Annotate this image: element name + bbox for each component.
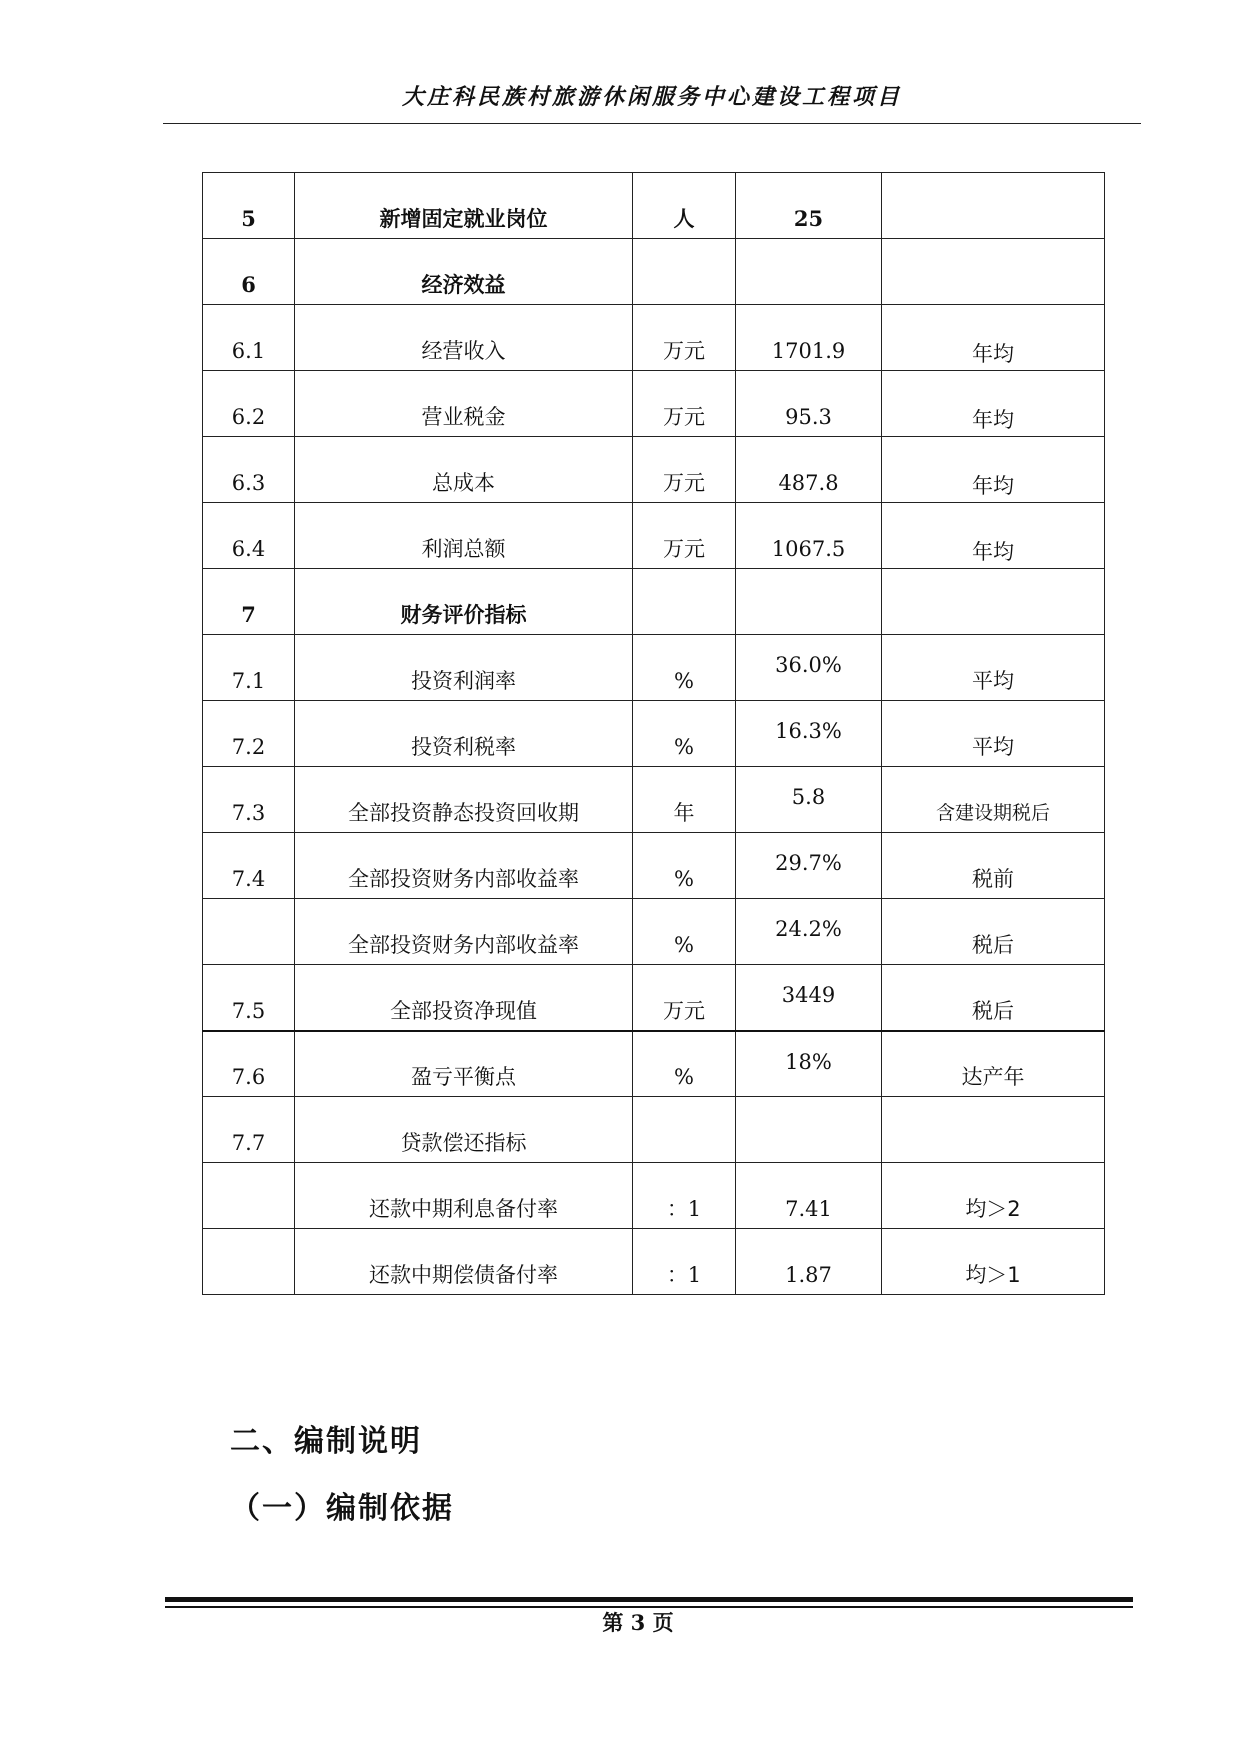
table-row — [203, 767, 1105, 833]
table-row — [203, 701, 1105, 767]
value: 16.3% — [736, 701, 882, 767]
value: 1.87 — [736, 1229, 882, 1295]
table-row — [203, 1229, 1105, 1295]
unit: 人 — [633, 173, 736, 239]
indicator-name: 全部投资财务内部收益率 — [295, 833, 633, 899]
indicator-table — [202, 172, 1105, 1295]
row-number: 7.7 — [203, 1097, 295, 1163]
table-row — [203, 437, 1105, 503]
row-number — [203, 1163, 295, 1229]
row-number: 7.3 — [203, 767, 295, 833]
row-number — [203, 1229, 295, 1295]
unit: % — [633, 899, 736, 965]
unit: 万元 — [633, 437, 736, 503]
row-number — [203, 899, 295, 965]
indicator-name: 还款中期偿债备付率 — [295, 1229, 633, 1295]
indicator-name: 总成本 — [295, 437, 633, 503]
remark: 平均 — [882, 635, 1105, 701]
value — [736, 239, 882, 305]
value: 1701.9 — [736, 305, 882, 371]
remark: 税后 — [882, 899, 1105, 965]
row-number: 7 — [203, 569, 295, 635]
unit: 万元 — [633, 305, 736, 371]
remark — [882, 239, 1105, 305]
table-row — [203, 503, 1105, 569]
value: 25 — [736, 173, 882, 239]
unit: ：1 — [633, 1163, 736, 1229]
remark: 年均 — [882, 503, 1105, 569]
row-number: 6.3 — [203, 437, 295, 503]
indicator-name: 营业税金 — [295, 371, 633, 437]
unit: % — [633, 1031, 736, 1097]
value: 487.8 — [736, 437, 882, 503]
value — [736, 1097, 882, 1163]
row-number: 6.1 — [203, 305, 295, 371]
indicator-table-body — [203, 173, 1105, 1295]
indicator-name: 还款中期利息备付率 — [295, 1163, 633, 1229]
remark: 税前 — [882, 833, 1105, 899]
value: 24.2% — [736, 899, 882, 965]
indicator-name: 经营收入 — [295, 305, 633, 371]
table-row — [203, 305, 1105, 371]
indicator-name: 新增固定就业岗位 — [295, 173, 633, 239]
indicator-name: 财务评价指标 — [295, 569, 633, 635]
unit: % — [633, 833, 736, 899]
unit: 万元 — [633, 965, 736, 1031]
remark: 均＞2 — [882, 1163, 1105, 1229]
remark: 均＞1 — [882, 1229, 1105, 1295]
footer-rule-thin — [165, 1606, 1133, 1608]
table-row — [203, 1031, 1105, 1097]
table-row — [203, 173, 1105, 239]
table-row — [203, 965, 1105, 1031]
table-row — [203, 833, 1105, 899]
subsection-heading-compilation-basis: （一）编制依据 — [230, 1491, 454, 1526]
table-row — [203, 569, 1105, 635]
table-row — [203, 239, 1105, 305]
row-number: 7.2 — [203, 701, 295, 767]
running-header-title: 大庄科民族村旅游休闲服务中心建设工程项目 — [401, 84, 902, 110]
unit: % — [633, 701, 736, 767]
remark: 含建设期税后 — [882, 767, 1105, 833]
table-row — [203, 371, 1105, 437]
remark — [882, 569, 1105, 635]
row-number: 6.4 — [203, 503, 295, 569]
indicator-name: 投资利税率 — [295, 701, 633, 767]
remark: 平均 — [882, 701, 1105, 767]
indicator-name: 全部投资净现值 — [295, 965, 633, 1031]
unit: 万元 — [633, 503, 736, 569]
unit — [633, 239, 736, 305]
remark — [882, 173, 1105, 239]
indicator-name: 盈亏平衡点 — [295, 1031, 633, 1097]
remark: 达产年 — [882, 1031, 1105, 1097]
indicator-name: 经济效益 — [295, 239, 633, 305]
unit: ：1 — [633, 1229, 736, 1295]
row-number: 6 — [203, 239, 295, 305]
value: 95.3 — [736, 371, 882, 437]
footer-rule-thick — [165, 1597, 1133, 1602]
remark: 年均 — [882, 305, 1105, 371]
value — [736, 569, 882, 635]
remark: 税后 — [882, 965, 1105, 1031]
value: 18% — [736, 1031, 882, 1097]
value: 3449 — [736, 965, 882, 1031]
header-rule — [163, 123, 1141, 124]
page-number: 第 3 页 — [602, 1610, 674, 1635]
unit — [633, 569, 736, 635]
value: 7.41 — [736, 1163, 882, 1229]
value: 29.7% — [736, 833, 882, 899]
indicator-name: 投资利润率 — [295, 635, 633, 701]
remark — [882, 1097, 1105, 1163]
row-number: 6.2 — [203, 371, 295, 437]
row-number: 7.6 — [203, 1031, 295, 1097]
table-row — [203, 1097, 1105, 1163]
value: 36.0% — [736, 635, 882, 701]
indicator-name: 全部投资财务内部收益率 — [295, 899, 633, 965]
row-number: 7.5 — [203, 965, 295, 1031]
value: 1067.5 — [736, 503, 882, 569]
unit: 万元 — [633, 371, 736, 437]
unit: % — [633, 635, 736, 701]
value: 5.8 — [736, 767, 882, 833]
indicator-name: 全部投资静态投资回收期 — [295, 767, 633, 833]
section-heading-compilation-notes: 二、编制说明 — [230, 1424, 422, 1459]
unit — [633, 1097, 736, 1163]
table-row — [203, 1163, 1105, 1229]
indicator-name: 贷款偿还指标 — [295, 1097, 633, 1163]
remark: 年均 — [882, 371, 1105, 437]
remark: 年均 — [882, 437, 1105, 503]
table-row — [203, 635, 1105, 701]
row-number: 5 — [203, 173, 295, 239]
row-number: 7.4 — [203, 833, 295, 899]
row-number: 7.1 — [203, 635, 295, 701]
table-row — [203, 899, 1105, 965]
indicator-name: 利润总额 — [295, 503, 633, 569]
unit: 年 — [633, 767, 736, 833]
